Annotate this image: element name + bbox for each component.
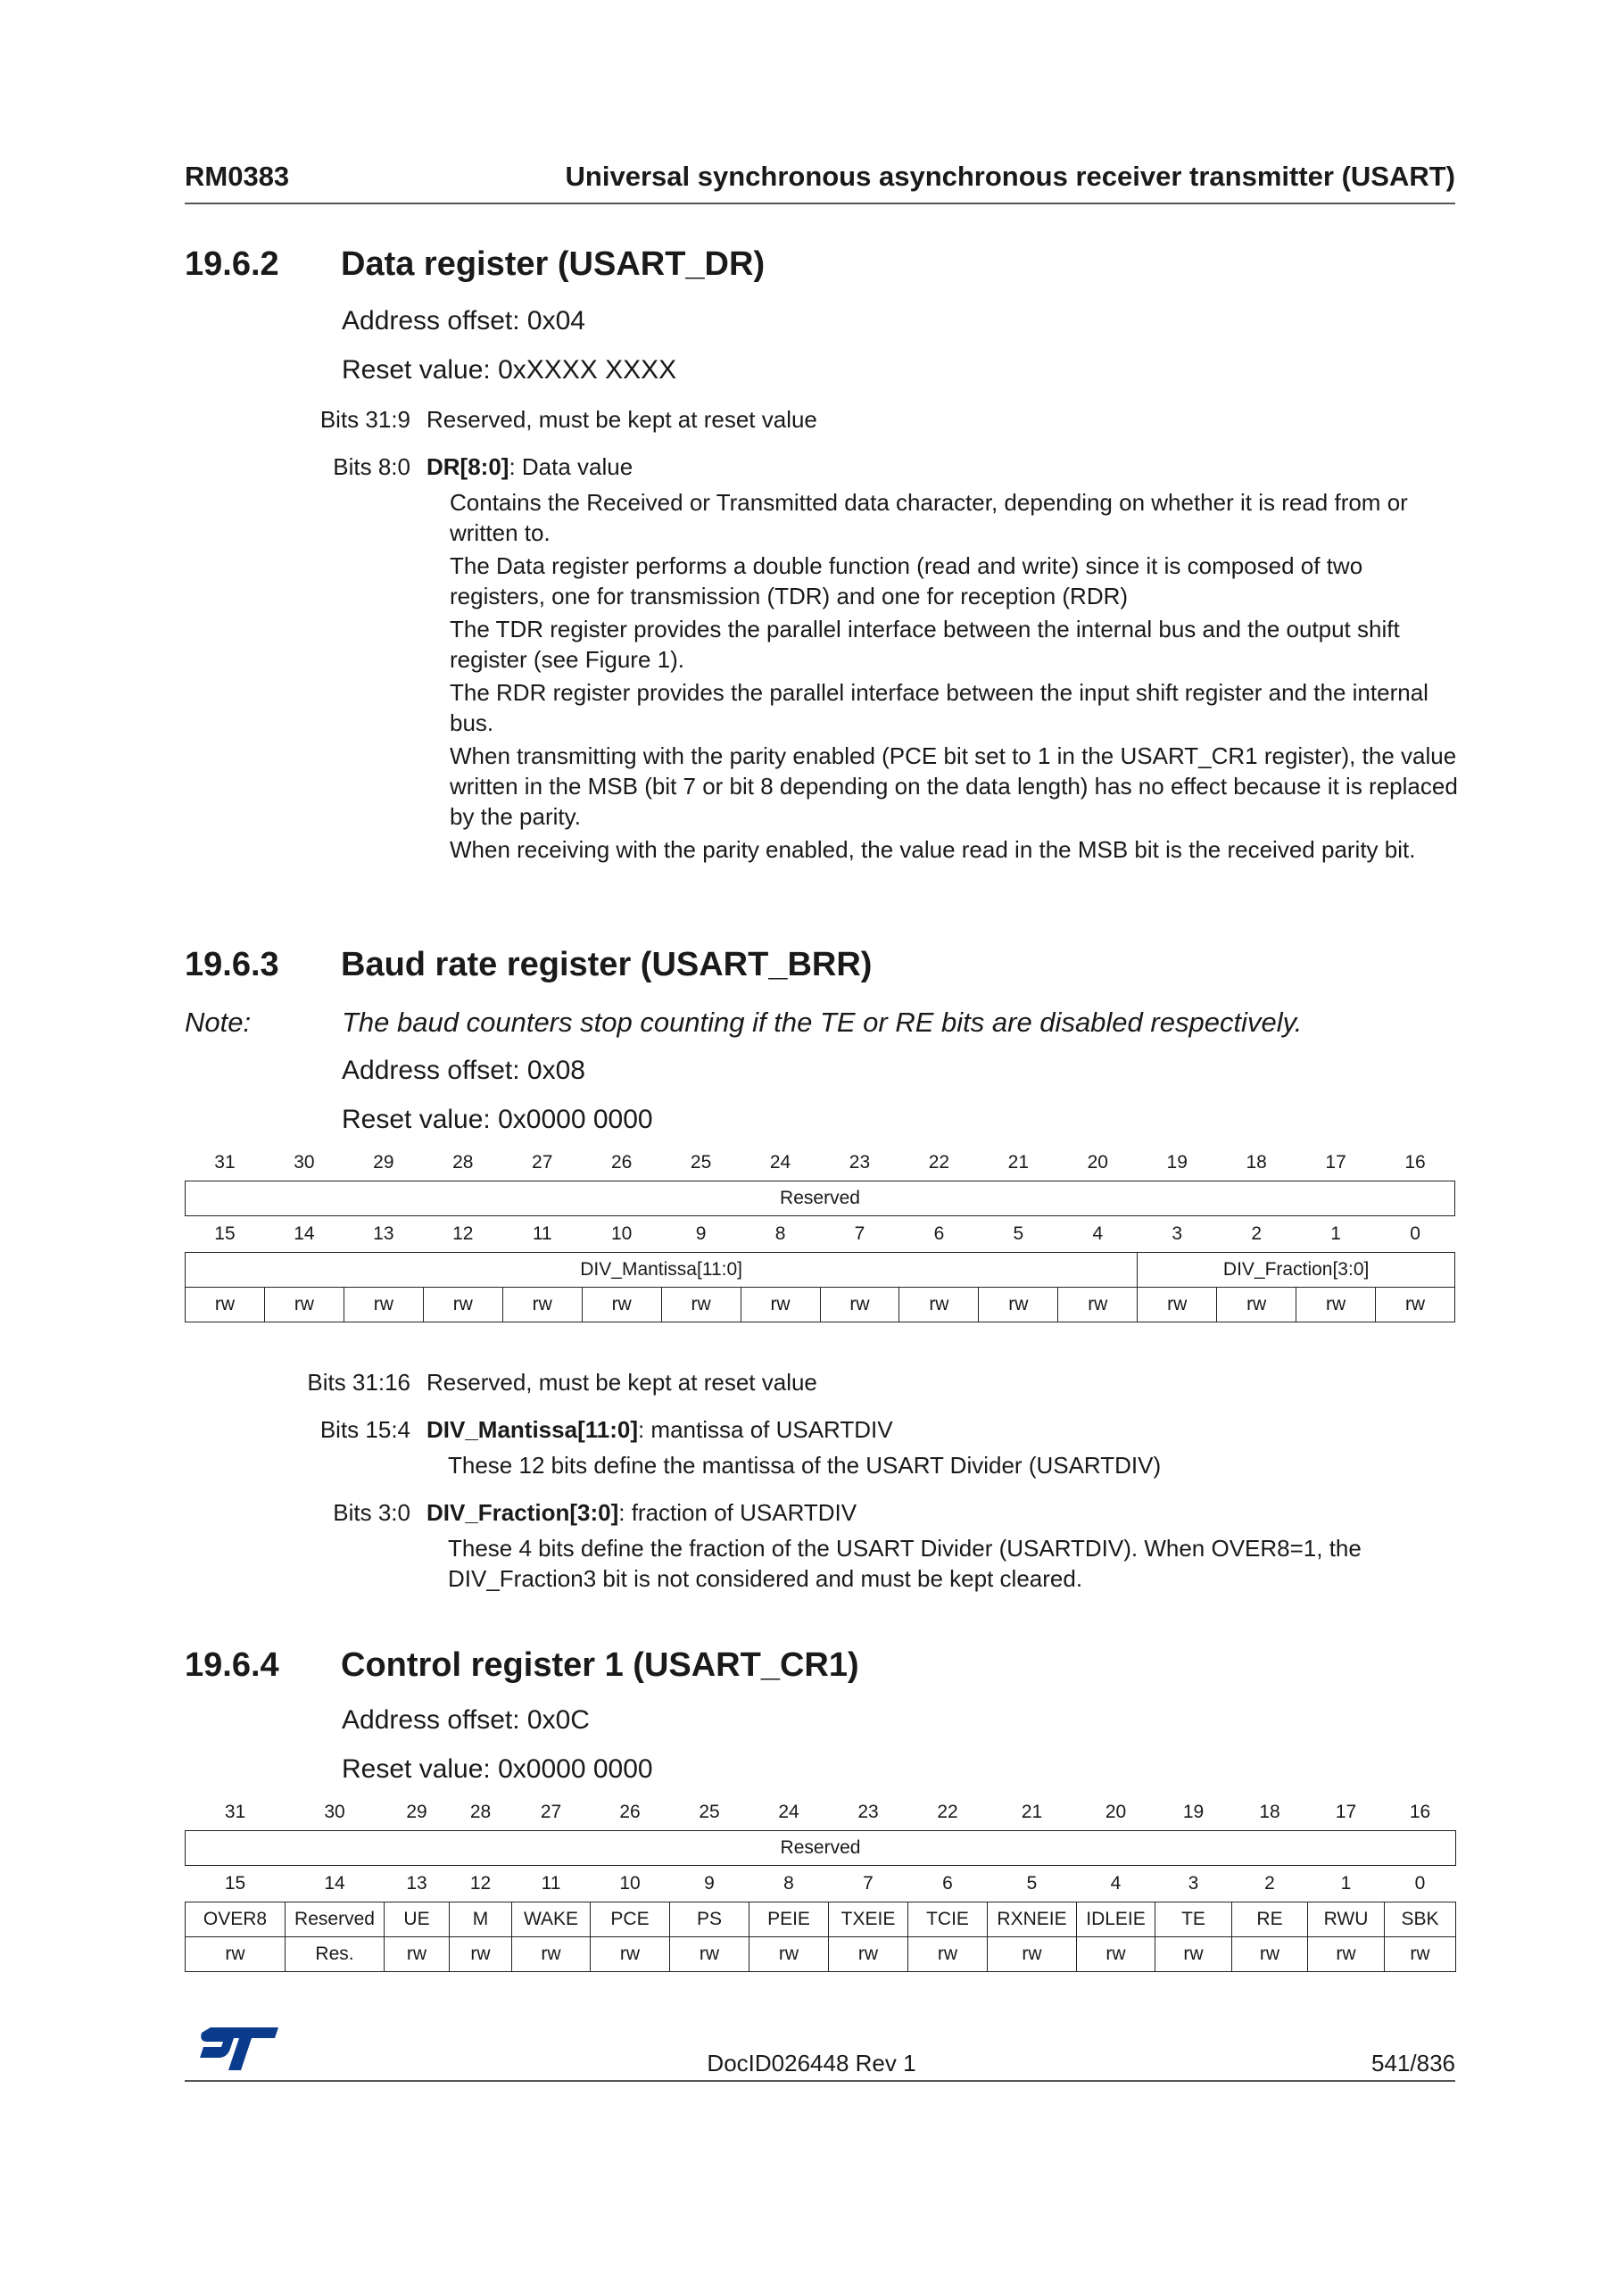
access-row — [186, 1288, 1455, 1322]
access-cell: rw — [670, 1937, 749, 1972]
access-cell: rw — [1385, 1937, 1456, 1972]
brr-reset-value: Reset value: 0x0000 0000 — [342, 1105, 653, 1134]
svg-text:ST: ST — [239, 2054, 241, 2055]
access-cell: rw — [186, 1288, 265, 1322]
bit-number: 18 — [1246, 1152, 1267, 1173]
access-cell: rw — [1217, 1288, 1296, 1322]
bit-number: 14 — [294, 1223, 315, 1244]
bit-number: 10 — [610, 1223, 633, 1244]
dr-reset-value: Reset value: 0xXXXX XXXX — [342, 355, 677, 385]
header-rule — [185, 203, 1455, 204]
bit-number: 20 — [1087, 1152, 1108, 1173]
access-cell: rw — [344, 1288, 423, 1322]
field-cell: UE — [385, 1902, 450, 1937]
field-row — [186, 1831, 1456, 1866]
field-cell: DIV_Fraction[3:0] — [1138, 1253, 1455, 1288]
paragraph: When transmitting with the parity enabled (PCE bit set to 1 in the USART_CR1 register), the value written in the MSB (bit 7 or bit 8 depending on the data length) has no effect because it is replaced by the parity. — [450, 742, 1458, 830]
bit-number: 2 — [1251, 1223, 1262, 1244]
bit-number: 0 — [1414, 1873, 1426, 1894]
access-cell: rw — [1376, 1288, 1455, 1322]
access-cell: rw — [1058, 1288, 1138, 1322]
bit-number-row — [186, 1866, 1456, 1902]
field-cell: M — [450, 1902, 512, 1937]
bit-number: 19 — [1166, 1152, 1188, 1173]
access-cell: rw — [661, 1288, 741, 1322]
bit-description: Reserved, must be kept at reset value — [426, 1369, 817, 1396]
bit-number: 1 — [1340, 1873, 1352, 1894]
access-cell: rw — [1296, 1288, 1376, 1322]
bit-number: 13 — [406, 1873, 427, 1894]
bit-field-name: DIV_Fraction[3:0] — [426, 1499, 619, 1526]
bit-number: 6 — [942, 1873, 953, 1894]
bit-label: Bits 3:0 — [333, 1499, 410, 1526]
bit-description: Reserved, must be kept at reset value — [426, 406, 817, 433]
bit-field-summary: : Data value — [509, 453, 633, 480]
field-cell: IDLEIE — [1077, 1902, 1155, 1937]
bit-field-summary: : fraction of USARTDIV — [618, 1499, 857, 1526]
note-label: Note: — [185, 1007, 252, 1038]
field-row — [186, 1902, 1456, 1937]
bit-number: 8 — [774, 1223, 786, 1244]
bit-number: 1 — [1330, 1223, 1341, 1244]
bit-number: 2 — [1264, 1873, 1275, 1894]
bit-number: 22 — [937, 1802, 958, 1822]
bit-number: 13 — [373, 1223, 394, 1244]
bit-number: 23 — [849, 1152, 871, 1173]
bit-number: 5 — [1026, 1873, 1038, 1894]
field-cell: Reserved — [186, 1831, 1456, 1866]
bit-number-row — [186, 1145, 1455, 1181]
bit-label: Bits 31:16 — [307, 1369, 410, 1396]
field-cell: PS — [670, 1902, 749, 1937]
field-cell: TCIE — [908, 1902, 988, 1937]
field-cell: TXEIE — [829, 1902, 908, 1937]
bit-number: 3 — [1172, 1223, 1183, 1244]
bit-field-name: DR[8:0] — [426, 453, 509, 480]
bit-number: 25 — [699, 1802, 720, 1822]
footer-page-number: 541/836 — [1371, 2050, 1455, 2076]
access-cell: rw — [908, 1937, 988, 1972]
bit-number: 8 — [783, 1873, 794, 1894]
field-cell: SBK — [1385, 1902, 1456, 1937]
access-cell: rw — [264, 1288, 344, 1322]
field-cell: RWU — [1308, 1902, 1385, 1937]
bit-number: 3 — [1188, 1873, 1199, 1894]
access-cell: rw — [899, 1288, 979, 1322]
bit-number: 24 — [769, 1152, 791, 1173]
bit-label: Bits 31:9 — [319, 406, 410, 433]
section-number: 19.6.2 — [185, 245, 279, 283]
bit-number: 29 — [373, 1152, 394, 1173]
field-cell: WAKE — [512, 1902, 591, 1937]
bit-number: 28 — [469, 1802, 492, 1822]
access-cell: rw — [1077, 1937, 1155, 1972]
field-cell: PEIE — [749, 1902, 829, 1937]
bit-number: 7 — [863, 1873, 874, 1894]
bit-number: 26 — [610, 1152, 633, 1173]
bit-label: Bits 15:4 — [319, 1416, 410, 1443]
note — [185, 1007, 1303, 1039]
access-cell: rw — [979, 1288, 1058, 1322]
field-cell: OVER8 — [186, 1902, 286, 1937]
paragraph: Contains the Received or Transmitted data character, depending on whether it is read from or written to. — [450, 489, 1408, 546]
bit-number-row — [186, 1795, 1456, 1831]
section-title: Data register (USART_DR) — [341, 245, 766, 283]
bit-number: 21 — [1021, 1802, 1043, 1822]
access-cell: Res. — [286, 1937, 385, 1972]
bit-number: 22 — [928, 1152, 950, 1173]
bit-number: 31 — [224, 1802, 246, 1822]
bit-number: 21 — [1007, 1152, 1030, 1173]
paragraph: The Data register performs a double function (read and write) since it is composed of two registers, one for transmission (TDR) and one for reception (RDR) — [450, 552, 1363, 609]
field-cell: RXNEIE — [988, 1902, 1077, 1937]
field-row — [186, 1253, 1455, 1288]
bit-number: 9 — [704, 1873, 715, 1894]
paragraph: The RDR register provides the parallel interface between the input shift register and the internal bus. — [450, 679, 1428, 736]
bit-number: 28 — [452, 1152, 474, 1173]
access-cell: rw — [582, 1288, 661, 1322]
section-title: Control register 1 (USART_CR1) — [341, 1646, 859, 1684]
bit-number: 16 — [1404, 1152, 1426, 1173]
access-cell: rw — [1232, 1937, 1308, 1972]
dr-address-offset: Address offset: 0x04 — [342, 306, 585, 336]
bit-field-name: DIV_Mantissa[11:0] — [426, 1416, 638, 1443]
bit-number: 15 — [214, 1223, 236, 1244]
access-cell: rw — [829, 1937, 908, 1972]
bit-number: 25 — [690, 1152, 712, 1173]
field-cell: Reserved — [286, 1902, 385, 1937]
bit-number: 12 — [469, 1873, 492, 1894]
bit-number: 11 — [532, 1223, 552, 1244]
bit-number: 18 — [1259, 1802, 1280, 1822]
bit-number: 16 — [1409, 1802, 1431, 1822]
note-text: The baud counters stop counting if the TE or RE bits are disabled respectively. — [342, 1007, 1303, 1038]
cr1-register-table — [185, 1795, 1456, 1972]
bit-number: 11 — [541, 1873, 561, 1894]
access-cell: rw — [1155, 1937, 1232, 1972]
cr1-reset-value: Reset value: 0x0000 0000 — [342, 1754, 653, 1784]
field-row — [186, 1181, 1455, 1216]
access-cell: rw — [988, 1937, 1077, 1972]
field-cell: RE — [1232, 1902, 1308, 1937]
bit-number: 31 — [214, 1152, 236, 1173]
access-cell: rw — [749, 1937, 829, 1972]
bit-label: Bits 8:0 — [333, 453, 410, 480]
access-row — [186, 1937, 1456, 1972]
bit-number: 23 — [857, 1802, 879, 1822]
dr-description — [450, 487, 1458, 867]
bit-number: 17 — [1335, 1802, 1357, 1822]
section-number: 19.6.4 — [185, 1646, 279, 1684]
access-cell: rw — [385, 1937, 450, 1972]
bit-number: 29 — [406, 1802, 427, 1822]
cr1-address-offset: Address offset: 0x0C — [342, 1705, 590, 1735]
access-cell: rw — [1138, 1288, 1217, 1322]
bit-number: 7 — [854, 1223, 865, 1244]
bit-detail: These 12 bits define the mantissa of the USART Divider (USARTDIV) — [448, 1452, 1162, 1479]
bit-number: 24 — [778, 1802, 799, 1822]
access-cell: rw — [741, 1288, 820, 1322]
brr-address-offset: Address offset: 0x08 — [342, 1056, 585, 1085]
bit-number: 30 — [294, 1152, 315, 1173]
bit-number: 17 — [1325, 1152, 1346, 1173]
header-chapter-title: Universal synchronous asynchronous receiver transmitter (USART) — [565, 161, 1455, 192]
bit-number: 30 — [324, 1802, 345, 1822]
bit-number: 27 — [540, 1802, 562, 1822]
section-number: 19.6.3 — [185, 946, 279, 983]
bit-number: 0 — [1410, 1223, 1420, 1244]
field-cell: DIV_Mantissa[11:0] — [186, 1253, 1138, 1288]
field-cell: PCE — [591, 1902, 670, 1937]
footer-doc-id: DocID026448 Rev 1 — [707, 2050, 916, 2076]
bit-field-summary: : mantissa of USARTDIV — [637, 1416, 893, 1443]
bit-number: 20 — [1105, 1802, 1127, 1822]
paragraph: The TDR register provides the parallel interface between the internal bus and the output shift register (see Figure 1). — [450, 616, 1400, 673]
brr-register-table — [185, 1145, 1455, 1322]
bit-number: 12 — [452, 1223, 474, 1244]
bit-number: 9 — [695, 1223, 707, 1244]
bit-number: 27 — [532, 1152, 553, 1173]
bit-number: 4 — [1092, 1223, 1104, 1244]
bit-number: 19 — [1182, 1802, 1205, 1822]
access-cell: rw — [1308, 1937, 1385, 1972]
bit-description — [426, 1414, 893, 1445]
section-title: Baud rate register (USART_BRR) — [341, 946, 873, 983]
bit-number-row — [186, 1216, 1455, 1253]
bit-description — [426, 1497, 857, 1528]
access-cell: rw — [450, 1937, 512, 1972]
bit-number: 4 — [1110, 1873, 1122, 1894]
bit-number: 10 — [619, 1873, 641, 1894]
bit-detail: These 4 bits define the fraction of the USART Divider (USARTDIV). When OVER8=1, the DIV_Fraction3 bit is not considered and must be kept cleared. — [448, 1535, 1362, 1592]
footer-rule — [185, 2080, 1455, 2082]
bit-number: 26 — [619, 1802, 641, 1822]
bit-description — [426, 452, 633, 482]
access-cell: rw — [423, 1288, 502, 1322]
access-cell: rw — [591, 1937, 670, 1972]
bit-number: 6 — [933, 1223, 945, 1244]
access-cell: rw — [186, 1937, 286, 1972]
field-cell: Reserved — [186, 1181, 1455, 1216]
field-cell: TE — [1155, 1902, 1232, 1937]
bit-number: 14 — [324, 1873, 345, 1894]
paragraph: When receiving with the parity enabled, the value read in the MSB bit is the received parity bit. — [450, 836, 1416, 863]
access-cell: rw — [512, 1937, 591, 1972]
access-cell: rw — [502, 1288, 582, 1322]
bit-number: 5 — [1013, 1223, 1024, 1244]
access-cell: rw — [820, 1288, 899, 1322]
header-doc-ref: RM0383 — [185, 161, 290, 192]
bit-number: 15 — [224, 1873, 246, 1894]
